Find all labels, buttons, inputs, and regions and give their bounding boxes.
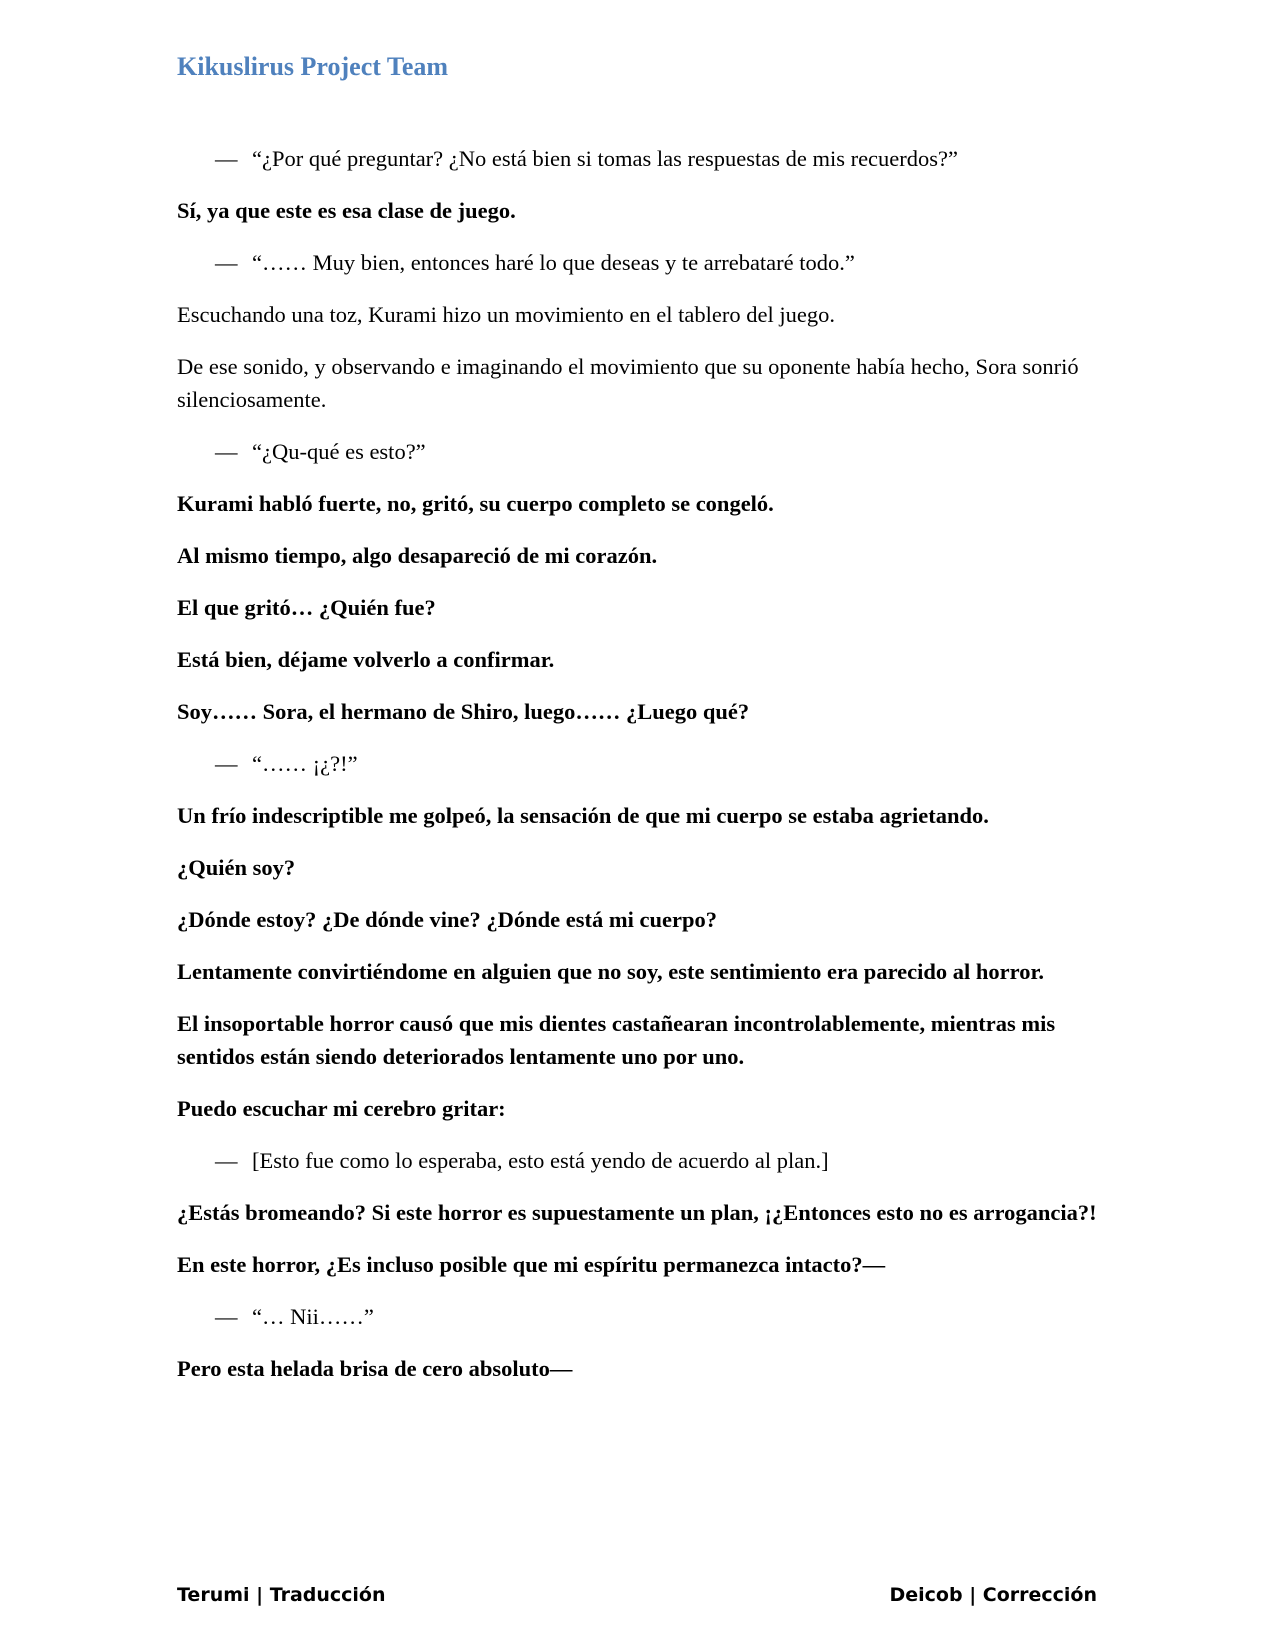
dialogue-dash: —: [215, 1148, 238, 1173]
dialogue-dash: —: [215, 751, 238, 776]
paragraph: Puedo escuchar mi cerebro gritar:: [177, 1096, 506, 1121]
dialogue-dash: —: [215, 250, 238, 275]
dialogue-line: [177, 246, 1097, 279]
paragraph: Kurami habló fuerte, no, gritó, su cuerpo completo se congeló.: [177, 491, 774, 516]
paragraph: ¿Quién soy?: [177, 855, 296, 880]
paragraph: Sí, ya que este es esa clase de juego.: [177, 198, 516, 223]
paragraph: Un frío indescriptible me golpeó, la sensación de que mi cuerpo se estaba agrietando.: [177, 803, 989, 828]
dialogue-dash: —: [215, 146, 238, 171]
paragraph: Pero esta helada brisa de cero absoluto—: [177, 1356, 573, 1381]
dialogue-text: “…… ¡¿?!”: [252, 751, 358, 776]
dialogue-line: [177, 1300, 1097, 1333]
dialogue-dash: —: [215, 1304, 238, 1329]
paragraph: ¿Estás bromeando? Si este horror es supuestamente un plan, ¡¿Entonces esto no es arrogancia?!: [177, 1200, 1097, 1225]
dialogue-text: “…… Muy bien, entonces haré lo que deseas y te arrebataré todo.”: [252, 250, 855, 275]
page-footer: [177, 1584, 1097, 1606]
dialogue-line: [177, 1144, 1097, 1177]
dialogue-text: “… Nii……”: [252, 1304, 374, 1329]
header-title: Kikuslirus Project Team: [177, 52, 449, 81]
footer-credit-correction: Deicob | Corrección: [889, 1584, 1097, 1606]
paragraph: Lentamente convirtiéndome en alguien que no soy, este sentimiento era parecido al horror.: [177, 959, 1045, 984]
dialogue-text: “¿Qu-qué es esto?”: [252, 439, 426, 464]
dialogue-line: [177, 435, 1097, 468]
dialogue-text: [Esto fue como lo esperaba, esto está yendo de acuerdo al plan.]: [252, 1148, 829, 1173]
footer-credit-translation: Terumi | Traducción: [177, 1584, 386, 1606]
paragraph: El que gritó… ¿Quién fue?: [177, 595, 436, 620]
paragraph: En este horror, ¿Es incluso posible que mi espíritu permanezca intacto?—: [177, 1252, 886, 1277]
document-body: [177, 142, 1097, 1404]
dialogue-dash: —: [215, 439, 238, 464]
dialogue-line: [177, 142, 1097, 175]
paragraph: De ese sonido, y observando e imaginando el movimiento que su oponente había hecho, Sora sonrió silenciosamente.: [177, 354, 1079, 412]
dialogue-line: [177, 747, 1097, 780]
dialogue-text: “¿Por qué preguntar? ¿No está bien si tomas las respuestas de mis recuerdos?”: [252, 146, 959, 171]
paragraph: Al mismo tiempo, algo desapareció de mi corazón.: [177, 543, 658, 568]
paragraph: Está bien, déjame volverlo a confirmar.: [177, 647, 555, 672]
paragraph: El insoportable horror causó que mis dientes castañearan incontrolablemente, mientras mis sentidos están siendo deteriorados lentamente uno por uno.: [177, 1011, 1056, 1069]
paragraph: Soy…… Sora, el hermano de Shiro, luego…… ¿Luego qué?: [177, 699, 750, 724]
paragraph: Escuchando una toz, Kurami hizo un movimiento en el tablero del juego.: [177, 302, 835, 327]
paragraph: ¿Dónde estoy? ¿De dónde vine? ¿Dónde está mi cuerpo?: [177, 907, 717, 932]
